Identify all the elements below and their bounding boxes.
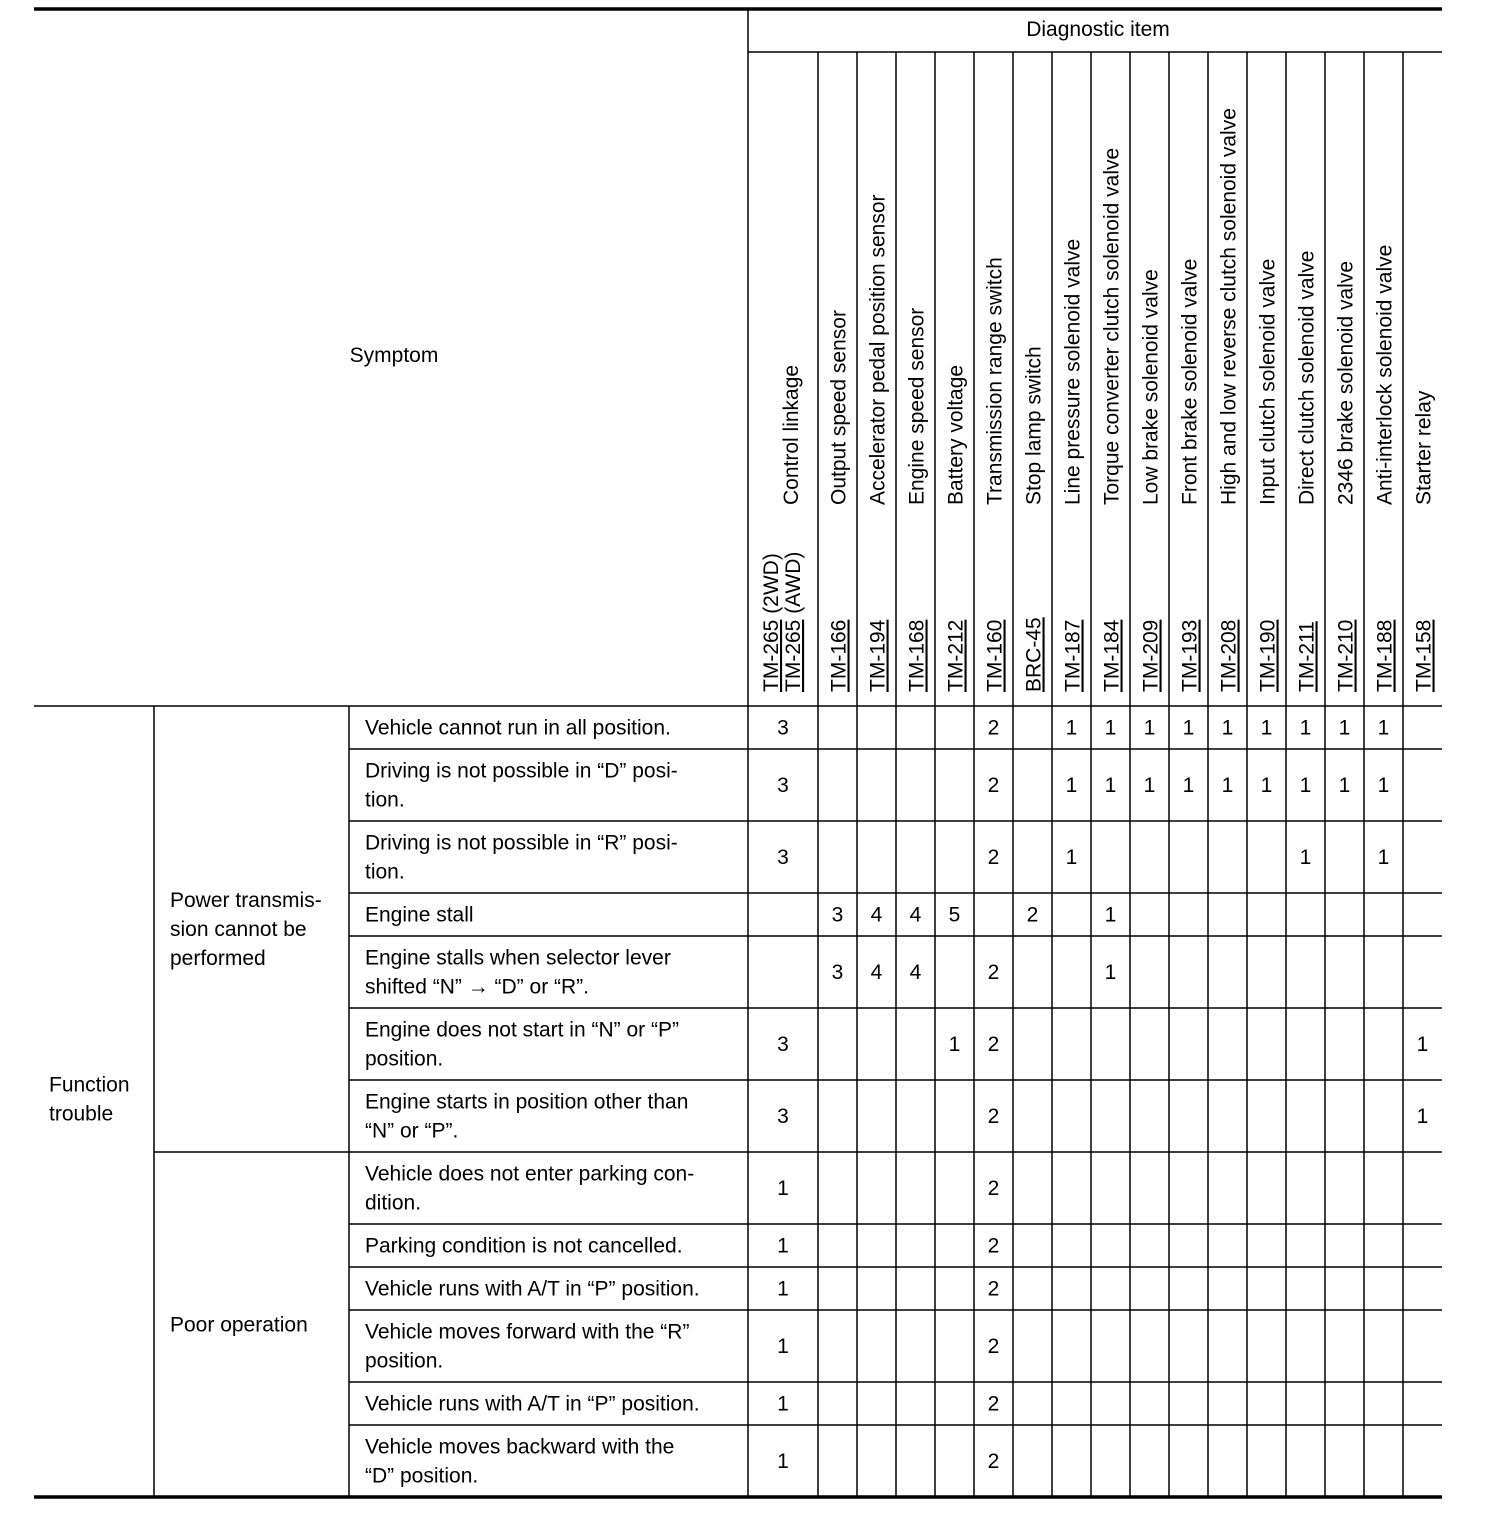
column-name: Starter relay	[1412, 390, 1436, 505]
reference-link[interactable]: TM-168	[905, 619, 929, 692]
cell-value: 1	[1338, 716, 1351, 740]
column-name: Accelerator pedal position sensor	[866, 194, 890, 505]
cell-value: 1	[1377, 716, 1390, 740]
column-header	[1374, 245, 1397, 692]
category-label: trouble	[49, 1102, 114, 1126]
cell-value: 1	[1065, 716, 1078, 740]
cell-value: 2	[987, 1234, 1000, 1258]
table-row	[365, 1235, 999, 1258]
reference-link[interactable]: BRC-45	[1022, 617, 1046, 692]
column-header	[1218, 108, 1241, 692]
column-header	[867, 194, 890, 692]
cell-value: 2	[987, 1033, 1000, 1056]
column-name: 2346 brake solenoid valve	[1334, 260, 1358, 505]
symptom-text: tion.	[365, 788, 405, 812]
symptom-text: Parking condition is not cancelled.	[365, 1234, 683, 1258]
category-label: Function	[49, 1073, 130, 1097]
column-header	[945, 365, 968, 692]
cell-value: 1	[1260, 774, 1273, 797]
cell-value: 4	[870, 903, 883, 927]
column-header	[1257, 259, 1280, 692]
column-header	[1023, 346, 1046, 692]
reference-link[interactable]: TM-184	[1100, 619, 1124, 692]
symptom-text: Engine stalls when selector lever	[365, 946, 671, 970]
cell-value: 3	[777, 1105, 789, 1128]
table-row	[365, 832, 1389, 884]
cell-value: 3	[777, 716, 789, 740]
symptom-text: Vehicle runs with A/T in “P” position.	[365, 1392, 700, 1416]
cell-value: 4	[870, 961, 883, 984]
cell-value: 2	[987, 1277, 1000, 1301]
reference-link[interactable]: TM-188	[1373, 619, 1397, 692]
cell-value: 3	[777, 1033, 789, 1056]
cell-value: 1	[777, 1450, 789, 1473]
cell-value: 2	[987, 716, 1000, 740]
cell-value: 1	[1065, 774, 1078, 797]
cell-value: 1	[1299, 846, 1312, 869]
column-header	[1179, 259, 1202, 692]
cell-value: 1	[1416, 1033, 1429, 1056]
reference-link[interactable]: TM-190	[1256, 619, 1280, 692]
column-header	[1413, 390, 1436, 692]
table-row	[365, 1436, 999, 1488]
symptom-header: Symptom	[349, 344, 439, 367]
cell-value: 1	[777, 1335, 789, 1358]
cell-value: 1	[1221, 774, 1234, 797]
column-header	[984, 257, 1007, 692]
cell-value: 2	[987, 1105, 1000, 1128]
symptom-text: Engine starts in position other than	[365, 1090, 689, 1114]
cell-value: 1	[1416, 1105, 1429, 1128]
column-header	[906, 308, 929, 692]
reference-link[interactable]: TM-193	[1178, 619, 1202, 692]
column-name: Output speed sensor	[827, 310, 851, 505]
column-header	[828, 310, 851, 692]
table-row	[365, 904, 1116, 927]
reference-link[interactable]: TM-187	[1061, 619, 1085, 692]
column-name: Control linkage	[780, 364, 803, 505]
cell-value: 1	[1065, 846, 1078, 869]
cell-value: 1	[1104, 961, 1117, 984]
cell-value: 4	[909, 903, 922, 927]
symptom-text: Vehicle moves backward with the	[365, 1435, 675, 1459]
table-row	[365, 1163, 999, 1215]
reference-link[interactable]: TM-158	[1412, 619, 1436, 692]
cell-value: 1	[1182, 774, 1195, 797]
symptom-text: tion.	[365, 860, 405, 884]
symptom-text: “N” or “P”.	[365, 1119, 459, 1143]
reference-link[interactable]: TM-194	[866, 619, 890, 692]
column-name: Anti-interlock solenoid valve	[1373, 244, 1397, 505]
cell-value: 1	[1104, 903, 1117, 927]
column-header	[1101, 148, 1124, 692]
reference-link[interactable]: TM-209	[1139, 619, 1163, 692]
column-name: Front brake solenoid valve	[1178, 258, 1202, 505]
table-row	[365, 717, 1389, 740]
cell-value: 1	[1377, 846, 1390, 869]
symptom-text: Engine does not start in “N” or “P”	[365, 1018, 679, 1042]
cell-value: 1	[1299, 716, 1312, 740]
table-row	[365, 1393, 999, 1416]
symptom-text: Driving is not possible in “R” posi-	[365, 831, 678, 855]
table-row	[365, 1278, 999, 1301]
column-name: High and low reverse clutch solenoid valve	[1217, 108, 1241, 505]
table-row	[365, 947, 1116, 999]
group-label: sion cannot be	[170, 918, 307, 941]
symptom-text: Vehicle runs with A/T in “P” position.	[365, 1277, 700, 1301]
cell-value: 1	[1182, 716, 1195, 740]
column-name: Direct clutch solenoid valve	[1295, 250, 1319, 505]
reference-link[interactable]: TM-160	[983, 619, 1007, 692]
symptom-text: position.	[365, 1349, 444, 1373]
column-name: Stop lamp switch	[1022, 346, 1046, 505]
cell-value: 1	[1104, 716, 1117, 740]
cell-value: 2	[987, 1177, 1000, 1200]
cell-value: 2	[987, 1392, 1000, 1416]
reference-link[interactable]: TM-212	[944, 619, 968, 692]
reference-link[interactable]: TM-208	[1217, 619, 1241, 692]
symptom-text: Driving is not possible in “D” posi-	[365, 759, 678, 783]
row-group-labels	[49, 889, 322, 1337]
cell-value: 3	[777, 774, 789, 797]
column-name: Low brake solenoid valve	[1139, 269, 1163, 505]
cell-value: 2	[987, 1450, 1000, 1473]
cell-value: 2	[987, 846, 1000, 869]
cell-value: 1	[1260, 716, 1273, 740]
cell-value: 2	[987, 1335, 1000, 1358]
cell-value: 1	[777, 1234, 789, 1258]
cell-value: 2	[987, 961, 1000, 984]
diagnostic-item-header: Diagnostic item	[1026, 18, 1170, 41]
cell-value: 1	[1299, 774, 1312, 797]
column-name: Torque converter clutch solenoid valve	[1100, 147, 1124, 505]
cell-value: 5	[948, 903, 961, 927]
column-name: Transmission range switch	[983, 257, 1007, 505]
reference-link[interactable]: TM-265 (AWD)	[782, 551, 805, 692]
cell-value: 2	[987, 774, 1000, 797]
symptom-text: Vehicle moves forward with the “R”	[365, 1320, 690, 1344]
cell-value: 1	[1221, 716, 1234, 740]
column-name: Input clutch solenoid valve	[1256, 258, 1280, 505]
reference-link[interactable]: TM-210	[1334, 619, 1358, 692]
reference-link[interactable]: TM-166	[827, 619, 851, 692]
cell-value: 3	[831, 961, 844, 984]
cell-value: 3	[831, 903, 844, 927]
reference-link[interactable]: TM-211	[1295, 621, 1319, 692]
column-header	[1335, 261, 1358, 692]
cell-value: 1	[1104, 774, 1117, 797]
group-label: Power transmis-	[170, 889, 322, 912]
column-header	[1062, 239, 1085, 692]
cell-value: 1	[1377, 774, 1390, 797]
reference-link[interactable]: TM-265 (2WD)	[760, 553, 783, 692]
column-name: Engine speed sensor	[905, 307, 929, 505]
column-name: Battery voltage	[944, 364, 968, 505]
column-header	[1140, 269, 1163, 692]
cell-value: 1	[777, 1277, 789, 1301]
symptom-text: Engine stall	[365, 903, 474, 927]
symptom-text: “D” position.	[365, 1464, 479, 1488]
symptom-text: Vehicle does not enter parking con-	[365, 1162, 695, 1186]
cell-value: 1	[948, 1033, 961, 1056]
group-label: performed	[170, 947, 266, 970]
column-header	[760, 365, 805, 692]
cell-value: 1	[1338, 774, 1351, 797]
symptom-text: Vehicle cannot run in all position.	[365, 716, 671, 740]
symptom-text: shifted “N” → “D” or “R”.	[365, 975, 590, 999]
cell-value: 1	[777, 1177, 789, 1200]
column-name: Line pressure solenoid valve	[1061, 238, 1085, 505]
cell-value: 3	[777, 846, 789, 869]
group-label: Poor operation	[170, 1313, 308, 1337]
table-row	[365, 1321, 999, 1373]
cell-value: 1	[1143, 716, 1156, 740]
symptom-text: position.	[365, 1047, 444, 1071]
symptom-text: dition.	[365, 1191, 422, 1215]
table-row	[365, 760, 1389, 812]
column-headers	[760, 108, 1436, 692]
column-header	[1296, 251, 1319, 692]
cell-value: 2	[1026, 903, 1039, 927]
cell-value: 1	[777, 1392, 789, 1416]
cell-value: 4	[909, 961, 922, 984]
cell-value: 1	[1143, 774, 1156, 797]
